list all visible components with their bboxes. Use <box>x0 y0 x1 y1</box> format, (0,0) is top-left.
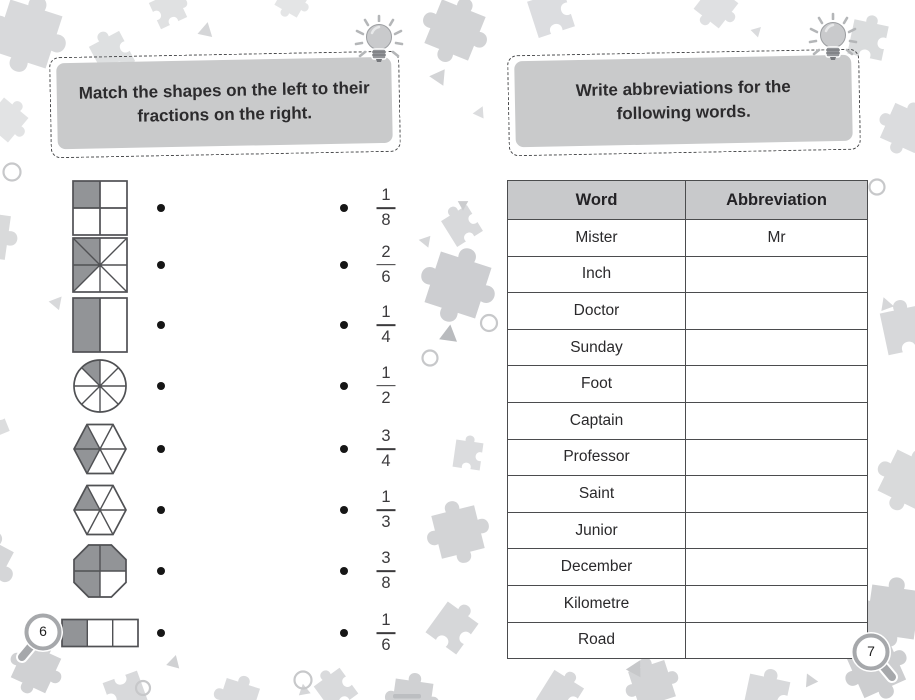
abbreviation-cell[interactable] <box>686 293 868 330</box>
right-instruction-fill <box>514 55 853 147</box>
abbreviation-cell[interactable] <box>686 366 868 403</box>
left-instruction-text: Match the shapes on the left to their fractions on the right. <box>78 78 370 126</box>
left-instruction-fill <box>56 57 393 149</box>
fraction-numerator: 1 <box>381 186 391 205</box>
fraction-numerator: 1 <box>381 363 391 382</box>
match-dot-right[interactable] <box>340 567 348 575</box>
match-dot-left[interactable] <box>157 321 165 329</box>
table-row <box>508 220 868 257</box>
table-row <box>508 329 868 366</box>
abbreviation-cell[interactable]: Mr <box>686 220 868 257</box>
fraction-shape-rectangle-thirds <box>61 619 139 648</box>
match-dot-left[interactable] <box>157 261 165 269</box>
fraction-shape-square-eighths <box>72 237 128 293</box>
fraction-shape-square-quarters <box>72 180 128 236</box>
word-cell: Doctor <box>508 293 686 330</box>
fraction-denominator: 3 <box>381 513 391 532</box>
abbreviation-cell[interactable] <box>686 402 868 439</box>
fraction-numerator: 1 <box>381 611 391 630</box>
page-number-text: 6 <box>39 623 47 639</box>
fraction-option <box>377 365 396 407</box>
fraction-bar <box>377 570 396 572</box>
match-dot-right[interactable] <box>340 204 348 212</box>
abbreviation-table <box>507 180 868 659</box>
fraction-option <box>377 489 396 531</box>
abbreviation-cell[interactable] <box>686 622 868 659</box>
fraction-bar <box>377 509 396 511</box>
fraction-numerator: 2 <box>381 242 391 261</box>
abbreviation-cell[interactable] <box>686 585 868 622</box>
match-dot-right[interactable] <box>340 321 348 329</box>
abbreviation-cell[interactable] <box>686 329 868 366</box>
fraction-denominator: 8 <box>381 211 391 230</box>
column-header-word: Word <box>508 181 686 220</box>
word-cell: Saint <box>508 476 686 513</box>
fraction-shape-square-halves <box>72 297 128 353</box>
fraction-numerator: 3 <box>381 549 391 568</box>
fraction-denominator: 6 <box>381 636 391 655</box>
lightbulb-icon <box>806 11 860 69</box>
match-dot-left[interactable] <box>157 506 165 514</box>
table-row <box>508 293 868 330</box>
word-cell: Foot <box>508 366 686 403</box>
word-cell: Inch <box>508 256 686 293</box>
fraction-shape-hexagon-sixths-2 <box>72 421 128 477</box>
abbreviation-cell[interactable] <box>686 256 868 293</box>
word-cell: Mister <box>508 220 686 257</box>
abbreviation-cell[interactable] <box>686 439 868 476</box>
fraction-denominator: 2 <box>381 388 391 407</box>
right-instruction-text: Write abbreviations for the following words. <box>575 76 791 124</box>
fraction-denominator: 4 <box>381 328 391 347</box>
match-dot-left[interactable] <box>157 567 165 575</box>
fraction-option <box>377 187 396 229</box>
fraction-bar <box>377 385 396 387</box>
fraction-numerator: 1 <box>381 303 391 322</box>
page-number-text: 7 <box>867 643 875 659</box>
fraction-shape-octagon-quarters <box>72 543 128 599</box>
fraction-shape-hexagon-sixths-1 <box>72 482 128 538</box>
table-row <box>508 439 868 476</box>
fraction-bar <box>377 264 396 266</box>
word-cell: Sunday <box>508 329 686 366</box>
fraction-bar <box>377 632 396 634</box>
page-number-right <box>844 624 900 684</box>
column-header-abbreviation: Abbreviation <box>686 181 868 220</box>
table-row <box>508 256 868 293</box>
match-dot-left[interactable] <box>157 382 165 390</box>
word-cell: Junior <box>508 512 686 549</box>
word-cell: Professor <box>508 439 686 476</box>
page-number-left <box>14 604 70 664</box>
abbreviation-cell[interactable] <box>686 512 868 549</box>
table-row <box>508 622 868 659</box>
table-row <box>508 366 868 403</box>
word-cell: Captain <box>508 402 686 439</box>
abbreviation-cell[interactable] <box>686 549 868 586</box>
match-dot-left[interactable] <box>157 629 165 637</box>
table-row <box>508 585 868 622</box>
table-header-row <box>508 181 868 220</box>
table-row <box>508 512 868 549</box>
fraction-shape-circle-eighths <box>72 358 128 414</box>
lightbulb-icon <box>352 13 406 71</box>
fraction-option <box>377 428 396 470</box>
fraction-option <box>377 244 396 286</box>
table-row <box>508 476 868 513</box>
fraction-bar <box>377 448 396 450</box>
word-cell: Road <box>508 622 686 659</box>
match-dot-left[interactable] <box>157 445 165 453</box>
word-cell: December <box>508 549 686 586</box>
fraction-option <box>377 304 396 346</box>
fraction-bar <box>377 207 396 209</box>
match-dot-right[interactable] <box>340 261 348 269</box>
match-dot-right[interactable] <box>340 506 348 514</box>
fraction-option <box>377 550 396 592</box>
fraction-bar <box>377 324 396 326</box>
fraction-denominator: 4 <box>381 452 391 471</box>
fraction-denominator: 8 <box>381 574 391 593</box>
left-instruction-box <box>49 51 401 159</box>
fraction-numerator: 3 <box>381 427 391 446</box>
fraction-option <box>377 612 396 654</box>
word-cell: Kilometre <box>508 585 686 622</box>
fraction-numerator: 1 <box>381 488 391 507</box>
table-row <box>508 402 868 439</box>
match-dot-right[interactable] <box>340 382 348 390</box>
match-dot-right[interactable] <box>340 445 348 453</box>
fraction-denominator: 6 <box>381 267 391 286</box>
abbreviation-cell[interactable] <box>686 476 868 513</box>
match-dot-right[interactable] <box>340 629 348 637</box>
table-row <box>508 549 868 586</box>
match-dot-left[interactable] <box>157 204 165 212</box>
